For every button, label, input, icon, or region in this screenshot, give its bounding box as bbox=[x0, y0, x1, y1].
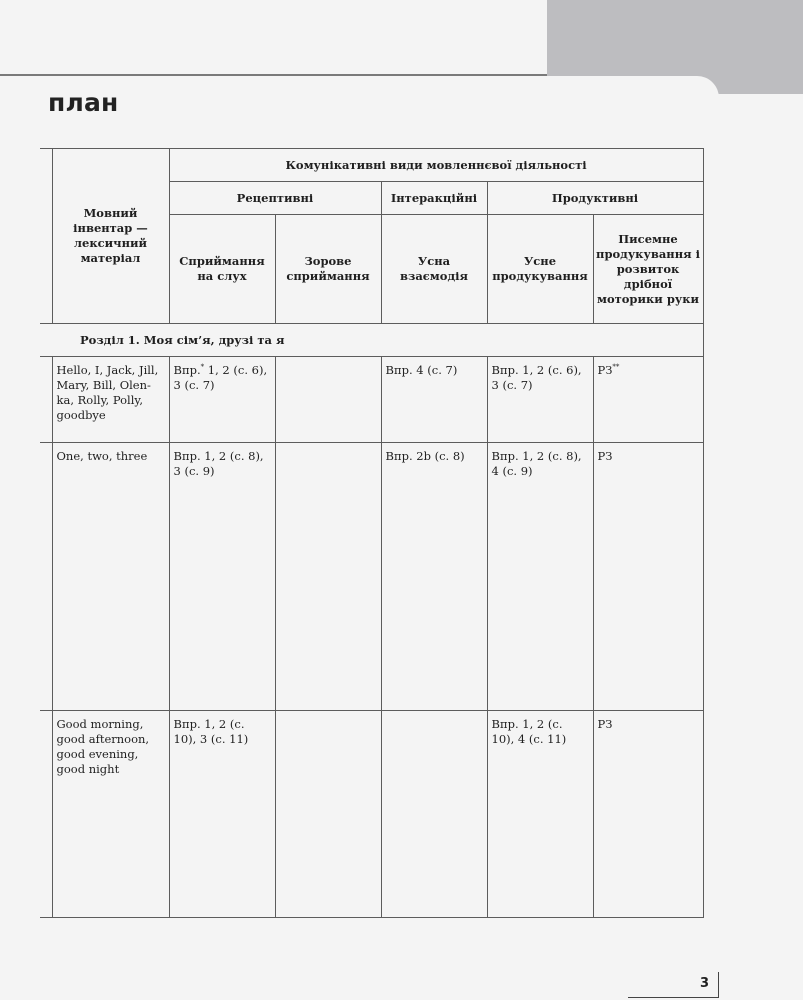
section-title-text: Розділ 1. Моя сім’я, друзі та я bbox=[80, 333, 285, 347]
cell-listening bbox=[169, 711, 275, 918]
cell-listening bbox=[169, 443, 275, 711]
cell-production bbox=[487, 711, 593, 918]
header-listening bbox=[169, 215, 275, 324]
cell-listening-text-rest: 1, 2 (с. 6), 3 (с. 7) bbox=[173, 363, 268, 392]
cell-writing bbox=[593, 443, 703, 711]
cell-visual bbox=[275, 357, 381, 443]
header-inventory-text: Мовний інвентар — лексичний матеріал bbox=[73, 206, 148, 265]
header-visual-text: Зорове сприймання bbox=[286, 254, 370, 283]
header-rule bbox=[0, 74, 548, 76]
cell-writing bbox=[593, 357, 703, 443]
cell-inventory bbox=[52, 357, 169, 443]
cell-inventory-text: Hello, I, Jack, Jill, Mary, Bill, Olen-ka, Rolly, Polly, goodbye bbox=[56, 363, 159, 422]
header-communicative: Комунікативні види мовленнєвої діяльності bbox=[169, 149, 703, 182]
cell-listening-text: Впр. 1, 2 (с. 8), 3 (с. 9) bbox=[173, 449, 264, 478]
plan-table bbox=[40, 148, 704, 918]
row-stub bbox=[40, 443, 52, 711]
cell-inventory-text: One, two, three bbox=[56, 449, 148, 463]
cell-interaction bbox=[381, 357, 487, 443]
page-title: план bbox=[48, 88, 119, 117]
cell-writing bbox=[593, 711, 703, 918]
cell-listening-text: Впр. 1, 2 (с. 10), 3 (с. 11) bbox=[173, 717, 249, 746]
cell-production bbox=[487, 357, 593, 443]
cell-inventory-text: Good morning, good afternoon, good evening, good night bbox=[56, 717, 150, 776]
cell-production bbox=[487, 443, 593, 711]
cell-production-text: Впр. 1, 2 (с. 10), 4 (с. 11) bbox=[491, 717, 567, 746]
cell-interaction-text bbox=[382, 711, 487, 723]
cell-interaction bbox=[381, 443, 487, 711]
cell-listening bbox=[169, 357, 275, 443]
cell-interaction-text: Впр. 2b (с. 8) bbox=[385, 449, 465, 463]
page-number-rule-horizontal bbox=[628, 997, 719, 998]
row-stub bbox=[40, 357, 52, 443]
cell-inventory bbox=[52, 711, 169, 918]
cell-visual-text bbox=[276, 711, 381, 723]
section-title bbox=[40, 324, 703, 357]
cell-production-text: Впр. 1, 2 (с. 6), 3 (с. 7) bbox=[491, 363, 582, 392]
page-corner-cutout bbox=[547, 76, 719, 106]
header-receptive: Рецептивні bbox=[169, 182, 381, 215]
stub-header bbox=[40, 149, 52, 324]
table-row bbox=[40, 711, 703, 918]
footnote-mark: ** bbox=[612, 363, 620, 372]
header-listening-text: Сприймання на слух bbox=[179, 254, 265, 283]
cell-visual bbox=[275, 443, 381, 711]
header-writing-text: Писемне продукування і розвиток дрібної моторики руки bbox=[596, 231, 700, 306]
cell-writing-text: РЗ bbox=[597, 717, 613, 731]
cell-listening-text: Впр. bbox=[173, 363, 201, 377]
header-oral-interaction-text: Усна взаємодія bbox=[400, 254, 468, 283]
page-number: 3 bbox=[700, 976, 710, 991]
cell-visual bbox=[275, 711, 381, 918]
header-inventory bbox=[52, 149, 169, 324]
header-oral-production bbox=[487, 215, 593, 324]
cell-writing-text: РЗ bbox=[597, 363, 613, 377]
header-oral-interaction bbox=[381, 215, 487, 324]
header-oral-production-text: Усне продукування bbox=[492, 254, 588, 283]
cell-interaction bbox=[381, 711, 487, 918]
header-visual bbox=[275, 215, 381, 324]
cell-visual-text bbox=[276, 357, 381, 369]
table-row bbox=[40, 357, 703, 443]
footnote-mark: * bbox=[200, 363, 205, 372]
table-row bbox=[40, 443, 703, 711]
cell-interaction-text: Впр. 4 (с. 7) bbox=[385, 363, 458, 377]
cell-visual-text bbox=[276, 443, 381, 455]
page-number-rule-vertical bbox=[718, 972, 719, 998]
header-interactive: Інтеракційні bbox=[381, 182, 487, 215]
row-stub bbox=[40, 711, 52, 918]
header-writing bbox=[593, 215, 703, 324]
header-productive: Продуктивні bbox=[487, 182, 703, 215]
cell-production-text: Впр. 1, 2 (с. 8), 4 (с. 9) bbox=[491, 449, 582, 478]
cell-inventory bbox=[52, 443, 169, 711]
cell-writing-text: РЗ bbox=[597, 449, 613, 463]
